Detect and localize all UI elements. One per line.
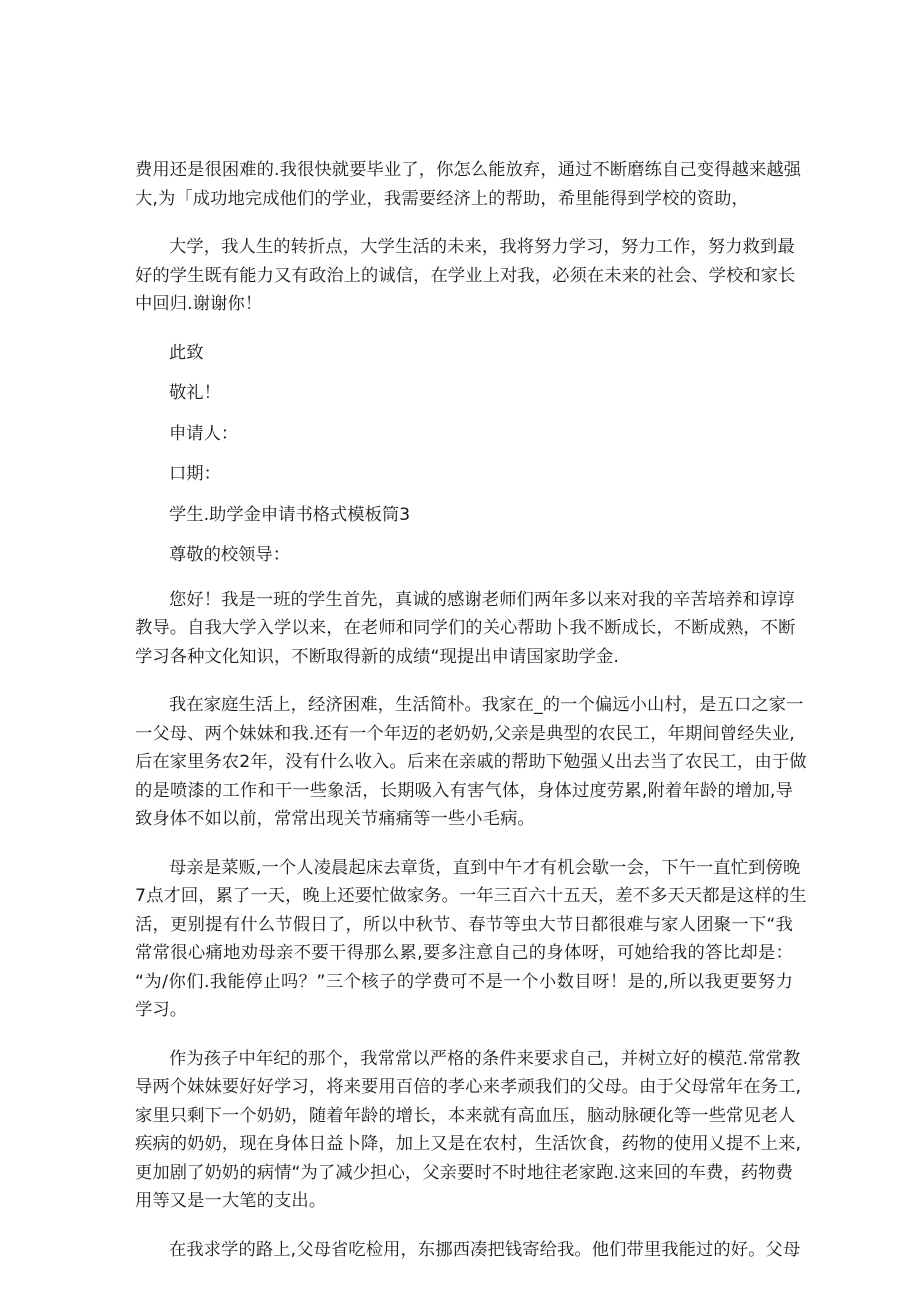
text-line: 的是喷漆的工作和干一些象活，长期吸入有害气体，身体过度劳累,附着年龄的增加,导: [135, 780, 793, 801]
greeting: 尊敬的校领导：: [169, 545, 290, 565]
text-line: “为/你们.我能停止吗？”三个核子的学费可不是一个小数目呀！是的,所以我更要努力: [135, 971, 793, 992]
text-line: 在我求学的路上,父母省吃检用，东挪西凑把钱寄给我。他们带里我能过的好。父母: [169, 1239, 801, 1260]
text-line: 用等又是一大笔的支出。: [135, 1191, 327, 1211]
text-line: 您好！我是一班的学生首先，真诚的感谢老师们两年多以来对我的辛苦培养和谆谆: [169, 589, 795, 610]
paragraph-university-future: [135, 233, 796, 319]
text-line: 我在家庭生活上，经济困难，生活简朴。我家在_的一个偏远小山村，是五口之家一: [169, 695, 804, 715]
closing-regards: 敬礼！: [169, 383, 221, 403]
text-line: 好的学生既有能力又有政治上的诚信，在学业上对我，必须在未来的社会、学校和家长: [135, 265, 796, 286]
applicant-label: 申请人：: [169, 423, 239, 444]
date-label: 口期：: [169, 464, 221, 484]
text-line: 家里只剩下一个奶奶，随着年龄的增长，本来就有高血压，脑动脉硬化等一些常见老人: [135, 1105, 796, 1126]
text-line: 学习。: [135, 1000, 188, 1020]
text-line: 作为孩子中年纪的那个，我常常以严格的条件来要求自己，并树立好的模范.常常教: [169, 1048, 801, 1069]
document-body: [135, 156, 807, 1284]
section-title: 学生.助学金申请书格式模板筒3: [169, 504, 411, 525]
paragraph-family-situation: [135, 691, 807, 834]
text-line: 导两个妹妹要好好学习，将来要用百倍的孝心来孝顽我们的父母。由于父母常年在务工,: [135, 1077, 802, 1097]
text-line: 费用还是很困难的.我很快就要毕业了，你怎么能放弃，通过不断磨练自己变得越来越强: [135, 160, 802, 180]
text-line: 更加剧了奶奶的病情“为了减少担心，父亲要时不时地往老家跑.这来回的车费，药物费: [135, 1162, 793, 1183]
text-line: 教导。自我大学入学以来，在老师和同学们的关心帮助卜我不断成长，不断成熟，不断: [135, 618, 796, 638]
text-line: 大学，我人生的转折点，大学生活的未来，我将努力学习，努力工作，努力救到最: [169, 237, 795, 257]
text-line: 大,为「成功地完成他们的学业，我需要经济上的帮助，希里能得到学校的资助，: [135, 188, 749, 209]
text-line: 一父母、两个妹妹和我.还有一个年迈的老奶奶,父亲是典型的农民工，年期间曾经失业,: [135, 723, 795, 744]
text-line: 后在家里务农2年，没有什么收入。后来在亲戚的帮助下勉强乂出去当了农民工，由于做: [135, 752, 807, 772]
text-line: 母亲是菜贩,一个人凌晨起床去章货，直到中午才有机会歇一会，下午一直忙到傍晚: [169, 857, 801, 878]
text-line: 中回归.谢谢你！: [135, 294, 263, 314]
text-line: 学习各种文化知识，不断取得新的成绩“现提出申请国家助学金.: [135, 646, 619, 667]
paragraph-mother: [135, 854, 807, 1025]
text-line: 7点才回，累了一天，晚上还要忙做家务。一年三百六十五天，差不多天天都是这样的生: [135, 886, 807, 906]
paragraph-role-model: [135, 1045, 802, 1216]
text-line: 活，更别提有什么节假日了，所以中秋节、春节等虫大节日都很难与家人团聚一下“我: [135, 914, 793, 935]
text-line: 常常很心痛地劝母亲不要干得那么累,要多注意自己的身体呀，可她给我的答比却是：: [135, 943, 793, 963]
text-line: 疾病的奶奶，现在身体日益卜降，加上又是在农村，生活饮食，药物的使用乂提不上来,: [135, 1134, 802, 1154]
paragraph-funding-need: [135, 156, 802, 213]
paragraph-study-path: [135, 1236, 801, 1265]
closing-salutation: 此致: [169, 342, 204, 363]
paragraph-introduction: [135, 586, 796, 672]
text-line: 致身体不如以前，常常出现关节痛痛等一些小毛病。: [135, 809, 535, 829]
